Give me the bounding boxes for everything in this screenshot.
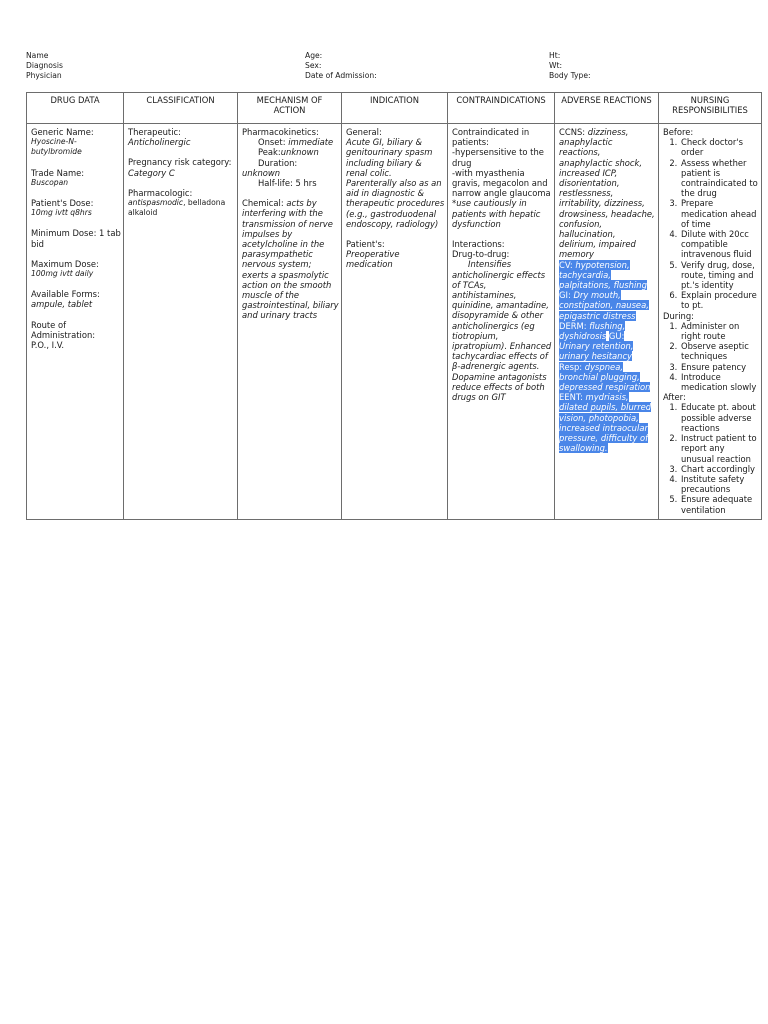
- before-list: [663, 137, 759, 310]
- contraindication-caution: *use cautiously in patients with hepatic dysfunction: [452, 198, 541, 229]
- header-middle: [305, 51, 377, 82]
- patient-dose-label: Patient's Dose:: [31, 198, 94, 209]
- list-item: 4. Dilute with 20cc compatible intravenous fluid: [680, 229, 759, 260]
- height-label: Ht:: [549, 51, 561, 60]
- list-item: 1. Educate pt. about possible adverse reactions: [680, 402, 759, 433]
- patient-indication-label: Patient's:: [346, 239, 385, 250]
- minimum-dose: Minimum Dose: 1 tab bid: [31, 228, 121, 249]
- pharmacokinetics-label: Pharmacokinetics:: [242, 127, 319, 137]
- cv-effects: CV: hypotension, tachycardia, palpitations, flushing: [559, 259, 647, 291]
- list-item: 2. Observe aseptic techniques: [680, 341, 759, 361]
- sex-label: Sex:: [305, 61, 322, 71]
- adverse-reactions-cell: [555, 124, 659, 520]
- ccns-effects: CCNS: dizziness, anaphylactic reactions, anaphylactic shock, increased ICP, disorientation, restlessness, irritability, dizziness, drowsiness, headache, confusion, hallucination, delirium, impaired memory: [559, 127, 655, 260]
- pregnancy-category: Pregnancy risk category: Category C: [128, 157, 232, 178]
- col-header-contraindications: CONTRAINDICATIONS: [448, 93, 555, 124]
- header-left: [26, 51, 63, 82]
- list-item: 1. Check doctor's order: [680, 137, 759, 157]
- list-item: 4. Institute safety precautions: [680, 474, 759, 494]
- resp-effects: Resp: dyspnea, bronchial plugging, depressed respiration: [559, 361, 651, 393]
- highlighted-reactions: [559, 260, 655, 454]
- contraindications-cell: [448, 124, 555, 520]
- general-indication-label: General:: [346, 127, 382, 137]
- patient-indication-value: Preoperative medication: [346, 249, 400, 270]
- maximum-dose-value: 100mg ivtt daily: [31, 269, 94, 279]
- chemical-mechanism: Chemical: acts by interfering with the transmission of nerve impulses by acetylcholine in the parasympathetic nervous system; exerts a spasmolytic action on the smooth muscle of the gastrointestinal, biliary and urinary tracts: [242, 198, 339, 321]
- available-forms-label: Available Forms:: [31, 289, 100, 300]
- list-item: 3. Prepare medication ahead of time: [680, 198, 759, 229]
- col-header-adverse-reactions: ADVERSE REACTIONS: [555, 93, 659, 124]
- route-label: Route of Administration:: [31, 319, 96, 340]
- maximum-dose-label: Maximum Dose:: [31, 258, 99, 269]
- indication-cell: [342, 124, 448, 520]
- col-header-mechanism: MECHANISM OF ACTION: [238, 93, 342, 124]
- table-header-row: [27, 93, 762, 124]
- header-right: [549, 51, 591, 82]
- route-value: P.O., I.V.: [31, 340, 65, 351]
- generic-name-label: Generic Name:: [31, 127, 94, 137]
- after-list: [663, 402, 759, 514]
- contraindication-item: -hypersensitive to the drug: [452, 147, 544, 168]
- mechanism-cell: [238, 124, 342, 520]
- col-header-classification: CLASSIFICATION: [124, 93, 238, 124]
- col-header-drug-data: DRUG DATA: [27, 93, 124, 124]
- classification-cell: [124, 124, 238, 520]
- after-label: After:: [663, 392, 686, 403]
- list-item: 1. Administer on right route: [680, 321, 759, 341]
- list-item: 2. Assess whether patient is contraindicated to the drug: [680, 158, 759, 199]
- drug-to-drug-value: Intensifies anticholinergic effects of TCAs, antihistamines, quinidine, amantadine, disopyramide & other anticholinergics (eg tiotropium, ipratropium). Enhanced tachycardiac effects of β-adrenergic agents. Dopamine antagonists reduce effects of both drugs on GIT: [452, 259, 552, 403]
- general-indication-value: Acute GI, biliary & genitourinary spasm including biliary & renal colic. Parenterally also as an aid in diagnostic & therapeutic procedures (e.g., gastroduodenal endoscopy, radiology): [346, 137, 445, 229]
- patient-dose-value: 10mg ivtt q8hrs: [31, 208, 92, 218]
- admission-date-label: Date of Admission:: [305, 71, 377, 81]
- list-item: 5. Verify drug, dose, route, timing and pt.'s identity: [680, 260, 759, 291]
- drug-to-drug-label: Drug-to-drug:: [452, 249, 510, 260]
- during-list: [663, 321, 759, 392]
- gi-effects: GI: Dry mouth, constipation, nausea, epigastric distress: [559, 290, 649, 321]
- diagnosis-label: Diagnosis: [26, 61, 63, 71]
- drug-study-table: [26, 92, 762, 520]
- interactions-label: Interactions:: [452, 239, 505, 250]
- pharmacologic-label: Pharmacologic:: [128, 187, 193, 198]
- eent-effects: EENT: mydriasis, dilated pupils, blurred vision, photopobia, increased intraocular pressure, difficulty of swallowing.: [559, 392, 652, 454]
- available-forms-value: ampule, tablet: [31, 299, 93, 310]
- drug-data-cell: [27, 124, 124, 520]
- therapeutic-label: Therapeutic:: [128, 127, 181, 137]
- half-life: Half-life: 5 hrs: [258, 178, 317, 189]
- list-item: 3. Chart accordingly: [680, 464, 759, 474]
- duration-value: unknown: [242, 167, 281, 178]
- trade-name-label: Trade Name:: [31, 167, 85, 178]
- nursing-cell: [659, 124, 762, 520]
- contraindication-item: -with myasthenia gravis, megacolon and narrow angle glaucoma: [452, 167, 551, 199]
- age-label: Age:: [305, 51, 323, 60]
- therapeutic-value: Anticholinergic: [128, 137, 191, 148]
- list-item: 4. Introduce medication slowly: [680, 372, 759, 392]
- onset: Onset: immediate: [258, 137, 334, 148]
- gu-effects: GU: Urinary retention, urinary hesitancy: [559, 331, 634, 362]
- list-item: 6. Explain procedure to pt.: [680, 290, 759, 310]
- duration-label: Duration:: [258, 157, 298, 168]
- list-item: 2. Instruct patient to report any unusual reaction: [680, 433, 759, 464]
- physician-label: Physician: [26, 71, 62, 81]
- generic-name-value: Hyoscine-N-butylbromide: [31, 137, 82, 157]
- list-item: 3. Ensure patency: [680, 362, 759, 372]
- contraindication-intro: Contraindicated in patients:: [452, 127, 530, 148]
- during-label: During:: [663, 310, 694, 321]
- peak: Peak:unknown: [258, 147, 319, 158]
- table-row: [27, 124, 762, 520]
- col-header-indication: INDICATION: [342, 93, 448, 124]
- body-type-label: Body Type:: [549, 71, 591, 81]
- col-header-nursing: NURSING RESPONSIBILITIES: [659, 93, 762, 124]
- name-label: Name: [26, 51, 49, 60]
- trade-name-value: Buscopan: [31, 177, 69, 187]
- weight-label: Wt:: [549, 61, 563, 71]
- list-item: 5. Ensure adequate ventilation: [680, 494, 759, 514]
- derm-effects: DERM: flushing, dyshidrosis: [559, 320, 626, 342]
- pharmacologic-value: antispasmodic, belladona alkaloid: [128, 198, 226, 218]
- before-label: Before:: [663, 127, 694, 137]
